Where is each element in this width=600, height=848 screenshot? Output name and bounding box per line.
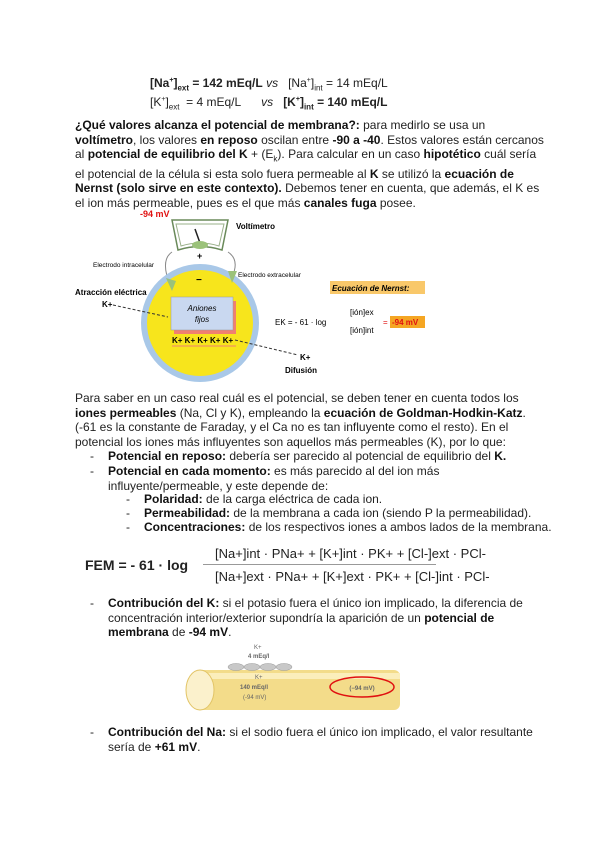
list-item-resting <box>108 449 548 464</box>
text-segment: cuál sería el potencial de la célula si esta solo fuera permeable al <box>75 147 537 181</box>
bullet: - <box>90 449 94 463</box>
list-item-polarity <box>144 492 554 507</box>
sup: + <box>306 77 311 84</box>
sub: int <box>314 83 323 93</box>
k-outside-label: K+ <box>254 645 262 651</box>
fixed-label: fijos <box>194 315 210 324</box>
paragraph-membrane-potential <box>75 118 545 210</box>
text-segment: . <box>197 739 201 754</box>
ion-channels-icon <box>228 664 292 671</box>
bold-text-segment: Contribución del K: <box>108 596 220 610</box>
bold-text-segment: potencial de membrana <box>108 610 495 639</box>
k-int-value: = 140 mEq/L <box>317 95 388 109</box>
text-segment: (Na, Cl y K), empleando la <box>176 405 324 420</box>
text-segment: ). Para calcular en un caso <box>277 147 424 161</box>
voltmeter-label: Voltímetro <box>236 222 275 231</box>
k-ext-label: [K <box>150 95 162 109</box>
bold-text-segment: +61 mV <box>154 739 198 754</box>
electric-attraction-label: Atracción eléctrica <box>75 288 147 297</box>
fem-numerator: [Na+]int · PNa+ + [K+]int · PK+ + [Cl-]ext · PCl- <box>215 546 486 561</box>
bold-text-segment: canales fuga <box>303 195 377 210</box>
bold-text-segment: Potencial en reposo: <box>108 449 227 463</box>
text-segment: + (E <box>247 147 274 161</box>
text-segment: Debemos tener en cuenta, que además, el K es el ion más permeable, pues es el que más <box>75 181 540 210</box>
bold-text-segment: ecuación de Goldman-Hodkin-Katz <box>323 405 523 420</box>
na-ext-label: [Na <box>150 76 170 90</box>
na-int-label: [Na <box>288 76 307 90</box>
bullet: - <box>90 464 94 478</box>
bold-text-segment: ecuación de Nernst (solo sirve en este contexto). <box>75 166 514 196</box>
equals-sign: = <box>383 318 388 327</box>
paragraph-goldman <box>75 391 545 449</box>
vs-label: vs <box>261 95 274 109</box>
k-ext-value: = 4 mEq/L <box>186 95 242 109</box>
text-segment: de la carga eléctrica de cada ion. <box>202 492 383 506</box>
k-int-label: [K <box>283 95 296 109</box>
text-segment: . <box>228 625 232 639</box>
cylinder-end <box>186 670 214 710</box>
list-item-moment <box>108 464 548 493</box>
bold-text-segment: en reposo <box>200 132 258 147</box>
text-segment: k <box>273 154 278 164</box>
text-segment: de la membrana a cada ion (siendo P la permeabilidad). <box>230 506 532 520</box>
potassium-concentration-line: $[K^+]_{ext} = 4$ mEq/L vs $[K^+]_{int} = 140$ mEq/L <box>150 95 388 112</box>
bold-text-segment: -90 a -40 <box>332 132 381 147</box>
nernst-result: -94 mV <box>392 318 419 327</box>
fraction-bar <box>203 564 436 565</box>
anions-label: Aniones <box>187 304 217 313</box>
sup: + <box>161 96 166 103</box>
nernst-lhs: EK = - 61 · log <box>275 318 327 327</box>
fixed-anions-box <box>171 297 233 330</box>
bold-text-segment: potencial de equilibrio del K <box>87 147 248 161</box>
voltage-reading: -94 mV <box>140 209 170 219</box>
membrane-potential-label: (−94 mV) <box>349 686 375 692</box>
text-segment: de <box>168 625 189 639</box>
extracellular-electrode-label: Electrodo extracelular <box>238 272 301 279</box>
bold-text-segment: K <box>369 166 379 181</box>
fem-lhs: FEM = - 61 · log <box>85 557 189 573</box>
text-segment: . Estos valores están cercanos al <box>75 132 544 161</box>
fem-denominator: [Na+]ext · PNa+ + [K+]ext · PK+ + [Cl-]int · PCl- <box>215 569 490 584</box>
na-ext-value: = 142 mEq/L <box>192 76 263 90</box>
sup: + <box>169 77 174 84</box>
text-segment: se utilizó la <box>378 166 445 181</box>
sup: + <box>295 96 300 103</box>
text-segment: es más parecido al del ion más influyente/permeable, y este depende de: <box>108 464 440 493</box>
bold-text-segment: -94 mV <box>188 625 229 639</box>
bold-text-segment: ¿Qué valores alcanza el potencial de membrana?: <box>75 118 360 132</box>
bold-text-segment: voltímetro <box>75 132 134 147</box>
voltmeter-cell-diagram <box>0 205 600 390</box>
diffusion-label: Difusión <box>285 366 317 375</box>
bullet: - <box>90 596 94 610</box>
contribution-na <box>108 725 548 754</box>
sub: int <box>303 102 314 112</box>
potassium-row: K+ K+ K+ K+ K+ <box>172 336 234 345</box>
k-inside-label: K+ <box>255 675 263 681</box>
vs-label: vs <box>266 76 279 90</box>
text-segment: oscilan entre <box>257 132 333 147</box>
text-segment: si el sodio fuera el único ion implicado, el valor resultante sería de <box>108 725 533 754</box>
ion-ext: [ión]ex <box>350 308 374 317</box>
bullet: - <box>126 506 130 520</box>
nernst-title: Ecuación de Nernst: <box>332 284 410 293</box>
k-diffusion-label: K+ <box>300 353 311 362</box>
bullet: - <box>90 725 94 739</box>
minus-sign: − <box>196 275 202 286</box>
sodium-concentration-line: $[Na^+]_{ext} = 142$ mEq/L vs $[Na^+]_{int} = 14$ mEq/L <box>150 76 388 93</box>
text-segment: . (-61 es la constante de Faraday, y el Ca no es tan influyente como el resto). En el potencial los iones más influyentes son aquellos más permeables (K), por lo que: <box>75 405 526 449</box>
text-segment: posee. <box>376 195 416 210</box>
text-segment: , los valores <box>133 132 201 147</box>
bullet: - <box>126 520 130 534</box>
bullet: - <box>126 492 130 506</box>
sub: ext <box>168 102 180 112</box>
contribution-k <box>108 596 548 640</box>
bold-text-segment: Potencial en cada momento: <box>108 464 271 478</box>
text-segment: de los respectivos iones a ambos lados de la membrana. <box>245 520 552 534</box>
k-inside-potential: (-94 mV) <box>243 695 267 701</box>
text-segment: si el potasio fuera el único ion implicado, la diferencia de concentración interior/exterior supondría la aparición de un <box>108 596 523 625</box>
k-inside-conc: 140 mEq/l <box>240 685 269 691</box>
axon-cylinder-diagram <box>0 640 600 725</box>
bold-text-segment: Polaridad: <box>144 492 203 506</box>
sub: ext <box>177 83 189 93</box>
plus-sign: + <box>197 251 203 261</box>
k-outside-conc: 4 mEq/l <box>248 654 270 660</box>
bold-text-segment: Permeabilidad: <box>144 506 231 520</box>
na-int-value: = 14 mEq/L <box>326 76 388 90</box>
bold-text-segment: K. <box>494 449 507 463</box>
text-segment: debería ser parecido al potencial de equilibrio del <box>226 449 495 463</box>
list-item-permeability <box>144 506 554 521</box>
text-segment: Para saber en un caso real cuál es el potencial, se deben tener en cuenta todos los <box>75 391 519 405</box>
k-attraction-label: K+ <box>102 300 113 309</box>
bold-text-segment: Contribución del Na: <box>108 725 226 739</box>
bold-text-segment: hipotético <box>423 147 481 161</box>
bold-text-segment: Concentraciones: <box>144 520 246 534</box>
bold-text-segment: iones permeables <box>75 405 177 420</box>
text-segment: para medirlo se usa un <box>359 118 486 132</box>
intracellular-electrode-label: Electrodo intracelular <box>93 262 155 269</box>
list-item-concentrations <box>144 520 564 535</box>
ion-int: [ión]int <box>350 326 374 335</box>
